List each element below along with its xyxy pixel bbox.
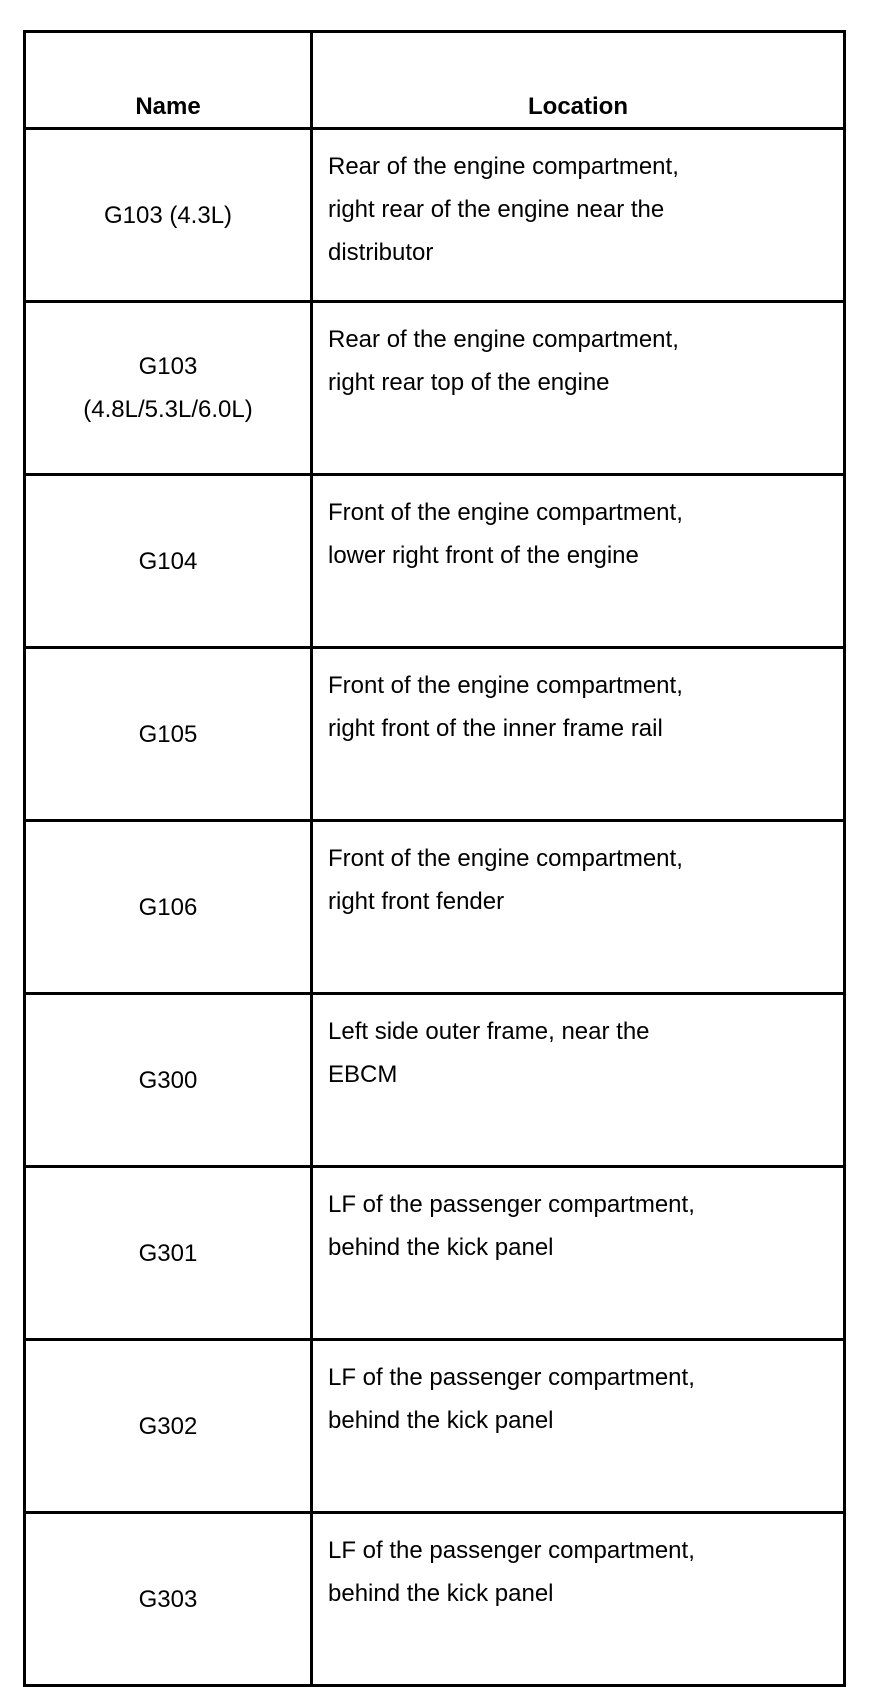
ground-location-cell xyxy=(312,129,845,302)
table-row xyxy=(25,1167,845,1340)
ground-location-line: behind the kick panel xyxy=(328,1234,554,1261)
ground-location-line: lower right front of the engine xyxy=(328,542,639,569)
ground-name-cell xyxy=(25,129,312,302)
header-location: Location xyxy=(312,32,845,129)
ground-location-line: behind the kick panel xyxy=(328,1580,554,1607)
table-row xyxy=(25,821,845,994)
table-header-row xyxy=(25,32,845,129)
ground-location-line: Rear of the engine compartment, xyxy=(328,326,679,353)
ground-location-cell xyxy=(312,821,845,994)
ground-name-line: G302 xyxy=(138,1412,198,1440)
ground-name-cell xyxy=(25,475,312,648)
ground-name-line: G103 (4.3L) xyxy=(103,201,233,229)
ground-location-line: right rear top of the engine xyxy=(328,369,610,396)
ground-name-cell xyxy=(25,821,312,994)
ground-name-line: G103 xyxy=(138,353,198,380)
ground-name-line: (4.8L/5.3L/6.0L) xyxy=(83,396,253,423)
ground-location-line: Left side outer frame, near the xyxy=(328,1018,650,1045)
ground-name-cell xyxy=(25,302,312,475)
ground-name-cell xyxy=(25,994,312,1167)
ground-location-line: right front of the inner frame rail xyxy=(328,715,663,742)
ground-name-line: G106 xyxy=(138,893,198,921)
ground-name-cell xyxy=(25,1167,312,1340)
ground-location-cell xyxy=(312,1513,845,1686)
table-row xyxy=(25,129,845,302)
ground-location-line: distributor xyxy=(328,239,434,266)
ground-name-cell xyxy=(25,1513,312,1686)
header-name: Name xyxy=(25,32,312,129)
ground-location-line: Front of the engine compartment, xyxy=(328,672,683,699)
table-row xyxy=(25,1513,845,1686)
table-row xyxy=(25,648,845,821)
ground-locations-table xyxy=(23,30,846,1687)
ground-location-cell xyxy=(312,302,845,475)
ground-location-cell xyxy=(312,475,845,648)
ground-location-line: Front of the engine compartment, xyxy=(328,499,683,526)
table-row xyxy=(25,1340,845,1513)
ground-name-cell xyxy=(25,648,312,821)
ground-location-line: EBCM xyxy=(328,1061,398,1088)
ground-name-cell xyxy=(25,1340,312,1513)
ground-location-line: LF of the passenger compartment, xyxy=(328,1364,695,1391)
table-row xyxy=(25,994,845,1167)
ground-location-cell xyxy=(312,1167,845,1340)
ground-name-line: G303 xyxy=(138,1585,198,1613)
ground-location-cell xyxy=(312,1340,845,1513)
ground-location-line: right front fender xyxy=(328,888,505,915)
ground-location-line: Rear of the engine compartment, xyxy=(328,153,679,180)
ground-location-line: right rear of the engine near the xyxy=(328,196,665,223)
table-row xyxy=(25,302,845,475)
ground-name-line: G300 xyxy=(138,1066,198,1094)
ground-location-line: LF of the passenger compartment, xyxy=(328,1537,695,1564)
table-body xyxy=(25,129,845,1686)
ground-location-cell xyxy=(312,648,845,821)
ground-name-line: G105 xyxy=(138,720,198,748)
table-row xyxy=(25,475,845,648)
ground-location-line: behind the kick panel xyxy=(328,1407,554,1434)
ground-location-line: LF of the passenger compartment, xyxy=(328,1191,695,1218)
ground-location-line: Front of the engine compartment, xyxy=(328,845,683,872)
ground-name-line: G301 xyxy=(138,1239,198,1267)
ground-location-cell xyxy=(312,994,845,1167)
ground-name-line: G104 xyxy=(138,547,198,575)
